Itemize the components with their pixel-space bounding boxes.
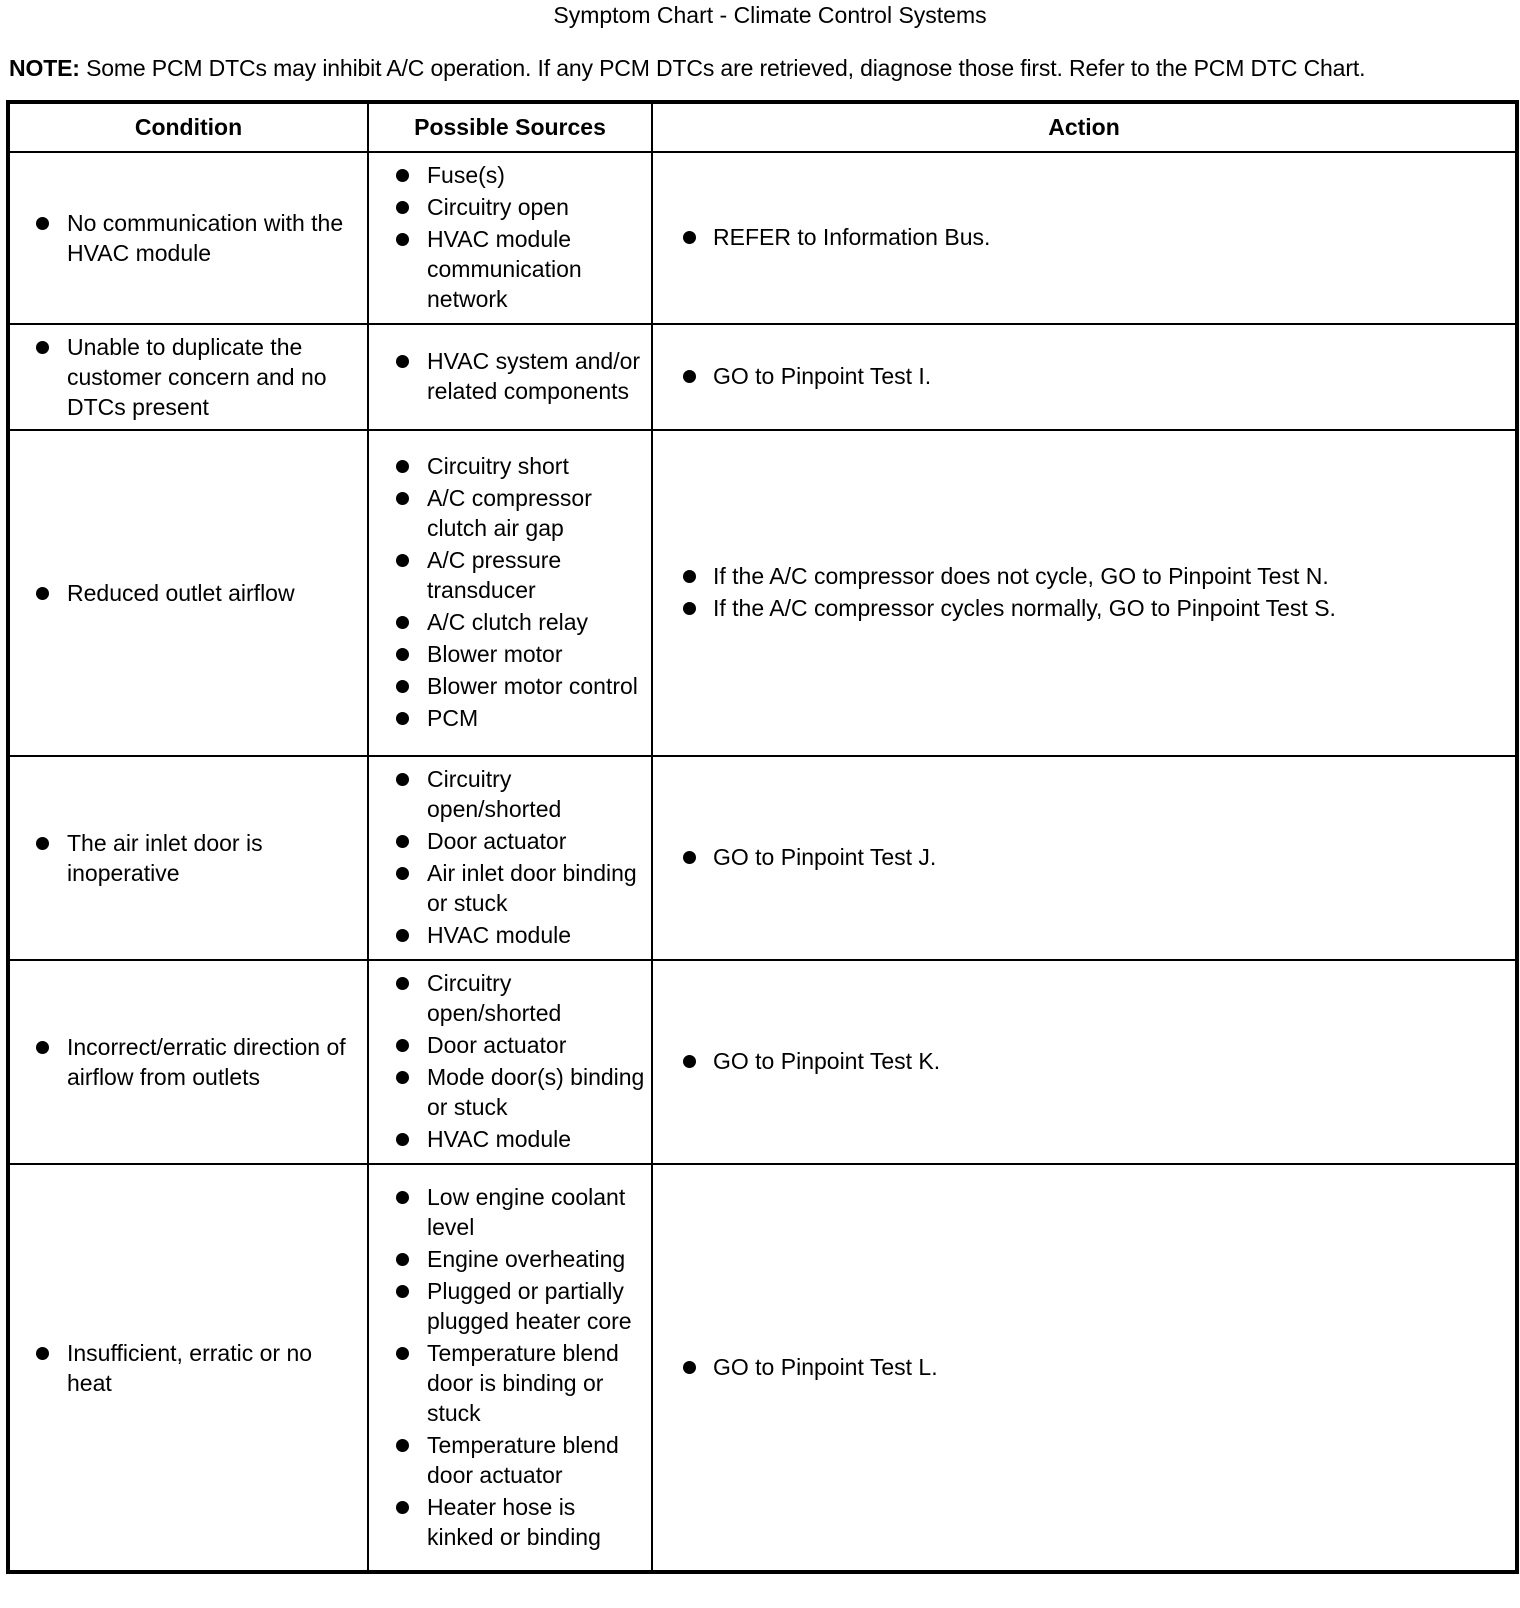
table-row	[8, 324, 1517, 430]
action-item: If the A/C compressor does not cycle, GO to Pinpoint Test N.	[713, 561, 1505, 591]
condition-cell	[8, 756, 368, 960]
condition-cell	[8, 152, 368, 324]
action-item: If the A/C compressor cycles normally, GO to Pinpoint Test S.	[713, 593, 1505, 623]
source-item: Mode door(s) binding or stuck	[427, 1064, 645, 1120]
source-item: Temperature blend door actuator	[427, 1430, 645, 1490]
condition-item: Insufficient, erratic or no heat	[67, 1338, 357, 1398]
source-item: Circuitry open	[427, 192, 645, 222]
source-item: A/C clutch relay	[427, 607, 645, 637]
action-item: GO to Pinpoint Test K.	[713, 1046, 1505, 1076]
source-item: HVAC system and/or related components	[427, 346, 645, 406]
header-row	[8, 102, 1517, 152]
header-action: Action	[652, 102, 1517, 152]
source-item: Temperature blend door is binding or stuck	[427, 1338, 645, 1428]
symptom-table	[6, 100, 1519, 1574]
action-item: GO to Pinpoint Test J.	[713, 842, 1505, 872]
condition-cell	[8, 324, 368, 430]
sources-cell	[368, 960, 652, 1164]
condition-item: Reduced outlet airflow	[67, 578, 357, 608]
condition-item: The air inlet door is inoperative	[67, 828, 357, 888]
source-item: Circuitry open/shorted	[427, 764, 645, 824]
source-item: Blower motor control	[427, 671, 645, 701]
action-cell	[652, 960, 1517, 1164]
sources-cell	[368, 152, 652, 324]
action-cell	[652, 430, 1517, 756]
table-row	[8, 1164, 1517, 1572]
sources-cell	[368, 756, 652, 960]
source-item: Plugged or partially plugged heater core	[427, 1276, 645, 1336]
source-item: Circuitry open/shorted	[427, 968, 645, 1028]
source-item: Fuse(s)	[427, 160, 645, 190]
action-cell	[652, 756, 1517, 960]
note-text: Some PCM DTCs may inhibit A/C operation. If any PCM DTCs are retrieved, diagnose those first. Refer to the PCM DTC Chart.	[86, 55, 1366, 81]
header-condition: Condition	[8, 102, 368, 152]
table-row	[8, 756, 1517, 960]
condition-cell	[8, 960, 368, 1164]
page-title: Symptom Chart - Climate Control Systems	[553, 2, 987, 28]
note-label: NOTE:	[9, 55, 80, 81]
source-item: Low engine coolant level	[427, 1182, 645, 1242]
action-cell	[652, 324, 1517, 430]
note	[9, 53, 1519, 83]
source-item: Engine overheating	[427, 1244, 645, 1274]
action-item: GO to Pinpoint Test I.	[713, 361, 1505, 391]
table-row	[8, 152, 1517, 324]
condition-item: Incorrect/erratic direction of airflow from outlets	[67, 1032, 357, 1092]
condition-item: Unable to duplicate the customer concern and no DTCs present	[67, 332, 357, 422]
condition-cell	[8, 1164, 368, 1572]
source-item: PCM	[427, 703, 645, 733]
condition-item: No communication with the HVAC module	[67, 208, 357, 268]
source-item: A/C pressure transducer	[427, 545, 645, 605]
source-item: HVAC module communication network	[427, 224, 645, 314]
condition-cell	[8, 430, 368, 756]
source-item: Door actuator	[427, 1030, 645, 1060]
source-item: Door actuator	[427, 826, 645, 856]
action-cell	[652, 1164, 1517, 1572]
table-row	[8, 430, 1517, 756]
action-item: GO to Pinpoint Test L.	[713, 1352, 1505, 1382]
sources-cell	[368, 430, 652, 756]
action-cell	[652, 152, 1517, 324]
header-possible-sources: Possible Sources	[368, 102, 652, 152]
sources-cell	[368, 324, 652, 430]
source-item: Blower motor	[427, 639, 645, 669]
sources-cell	[368, 1164, 652, 1572]
source-item: Heater hose is kinked or binding	[427, 1492, 645, 1552]
source-item: HVAC module	[427, 1124, 645, 1154]
source-item: Circuitry short	[427, 451, 645, 481]
source-item: HVAC module	[427, 920, 645, 950]
action-item: REFER to Information Bus.	[713, 222, 1505, 252]
table-row	[8, 960, 1517, 1164]
source-item: Air inlet door binding or stuck	[427, 858, 645, 918]
source-item: A/C compressor clutch air gap	[427, 483, 645, 543]
